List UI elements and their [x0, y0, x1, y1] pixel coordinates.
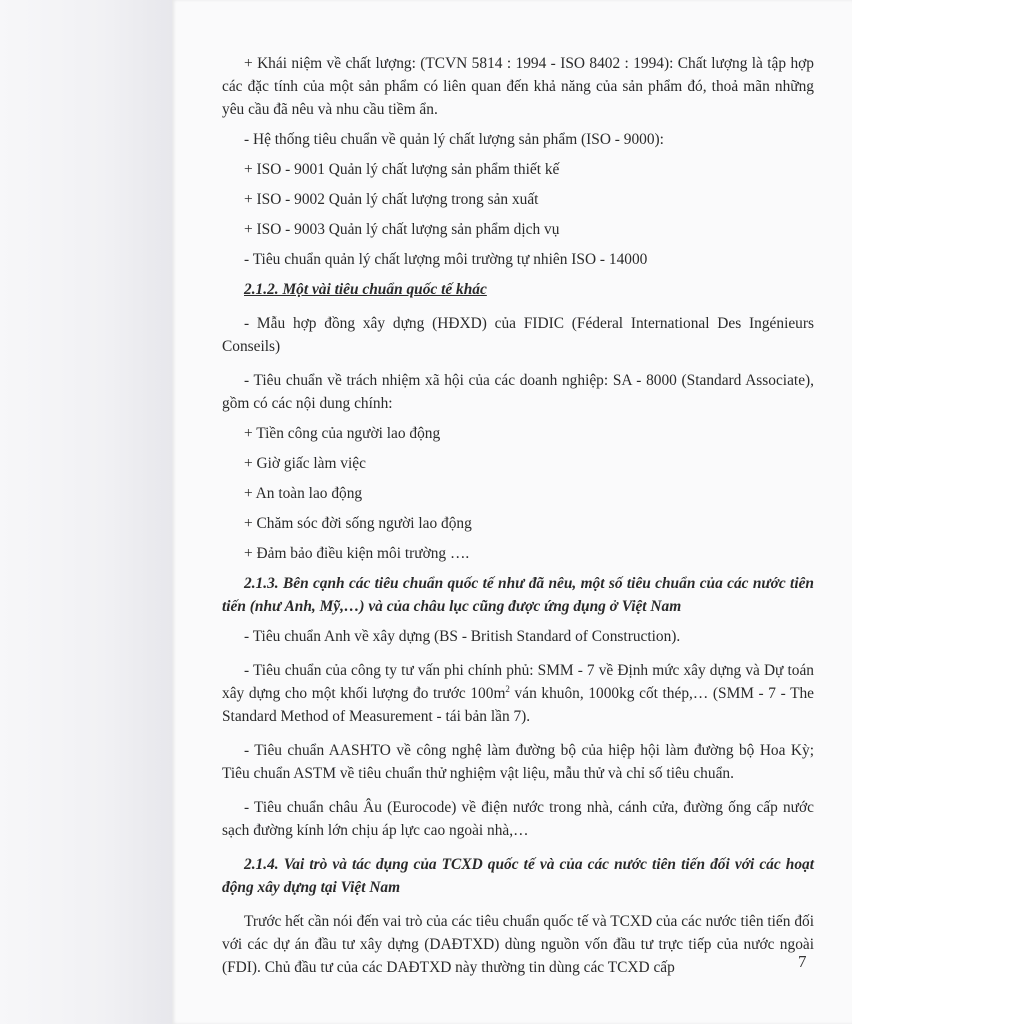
role-paragraph: Trước hết cần nói đến vai trò của các tiêu chuẩn quốc tế và TCXD của các nước tiên tiến đối với các dự án đầu tư xây dựng (DAĐTXD) dùng nguồn vốn đầu tư trực tiếp của nước ngoài (FDI). Chủ đầu tư của các DAĐTXD này thường tin dùng các TCXD cấp: [222, 913, 814, 976]
bs-item: - Tiêu chuẩn Anh về xây dựng (BS - British Standard of Construction).: [244, 628, 681, 645]
iso9002-item: + ISO - 9002 Quản lý chất lượng trong sản xuất: [244, 191, 539, 208]
iso9000-heading: - Hệ thống tiêu chuẩn về quản lý chất lượng sản phẩm (ISO - 9000):: [244, 131, 664, 148]
smm7-item: [222, 659, 814, 728]
eurocode-item: - Tiêu chuẩn châu Âu (Eurocode) về điện nước trong nhà, cánh cửa, đường ống cấp nước sạch đường kính lớn chịu áp lực cao ngoài nhà,…: [222, 799, 814, 839]
scan-left-margin: [0, 0, 172, 1024]
iso9001-item: + ISO - 9001 Quản lý chất lượng sản phẩm thiết kế: [244, 161, 560, 178]
sa8000-wage: + Tiền công của người lao động: [244, 425, 441, 442]
page-number: 7: [798, 952, 807, 971]
aashto-item: - Tiêu chuẩn AASHTO về công nghệ làm đường bộ của hiệp hội làm đường bộ Hoa Kỳ; Tiêu chuẩn ASTM về tiêu chuẩn thử nghiệm vật liệu, mẫu thử và chỉ số tiêu chuẩn.: [222, 742, 814, 782]
smm7-superscript: 2: [505, 683, 510, 694]
section-2-1-4-heading: 2.1.4. Vai trò và tác dụng của TCXD quốc tế và của các nước tiên tiến đối với các hoạt động xây dựng tại Việt Nam: [222, 856, 814, 896]
sa8000-hours: + Giờ giấc làm việc: [244, 455, 366, 472]
fidic-item: - Mẫu hợp đồng xây dựng (HĐXD) của FIDIC (Féderal International Des Ingénieurs Conseils): [222, 315, 814, 355]
page-body: [222, 52, 814, 979]
sa8000-safety: + An toàn lao động: [244, 485, 363, 502]
scan-right-margin: [852, 0, 1024, 1024]
smm7-text-b: ván khuôn, 1000kg cốt thép,… (SMM - 7 - The Standard Method of Measurement - tái bản lần 7).: [222, 685, 814, 725]
smm7-text-a: - Tiêu chuẩn của công ty tư vấn phi chính phủ: SMM - 7 về Định mức xây dựng và Dự toán xây dựng cho một khối lượng đo trước 100m: [222, 662, 814, 702]
sa8000-care: + Chăm sóc đời sống người lao động: [244, 515, 472, 532]
section-2-1-3-heading: 2.1.3. Bên cạnh các tiêu chuẩn quốc tế như đã nêu, một số tiêu chuẩn của các nước tiên tiến (như Anh, Mỹ,…) và của châu lục cũng được ứng dụng ở Việt Nam: [222, 575, 814, 615]
iso14000-item: - Tiêu chuẩn quản lý chất lượng môi trường tự nhiên ISO - 14000: [244, 251, 648, 268]
sa8000-environment: + Đảm bảo điều kiện môi trường ….: [244, 545, 470, 562]
iso9003-item: + ISO - 9003 Quản lý chất lượng sản phẩm dịch vụ: [244, 221, 560, 238]
section-2-1-2-heading: 2.1.2. Một vài tiêu chuẩn quốc tế khác: [244, 281, 487, 298]
quality-definition: + Khái niệm về chất lượng: (TCVN 5814 : 1994 - ISO 8402 : 1994): Chất lượng là tập hợp các đặc tính của một sản phẩm có liên quan đến khả năng của sản phẩm đó, thoả mãn những yêu cầu đã nêu và nhu cầu tiềm ẩn.: [222, 55, 814, 118]
sa8000-item: - Tiêu chuẩn về trách nhiệm xã hội của các doanh nghiệp: SA - 8000 (Standard Associate), gồm có các nội dung chính:: [222, 372, 814, 412]
